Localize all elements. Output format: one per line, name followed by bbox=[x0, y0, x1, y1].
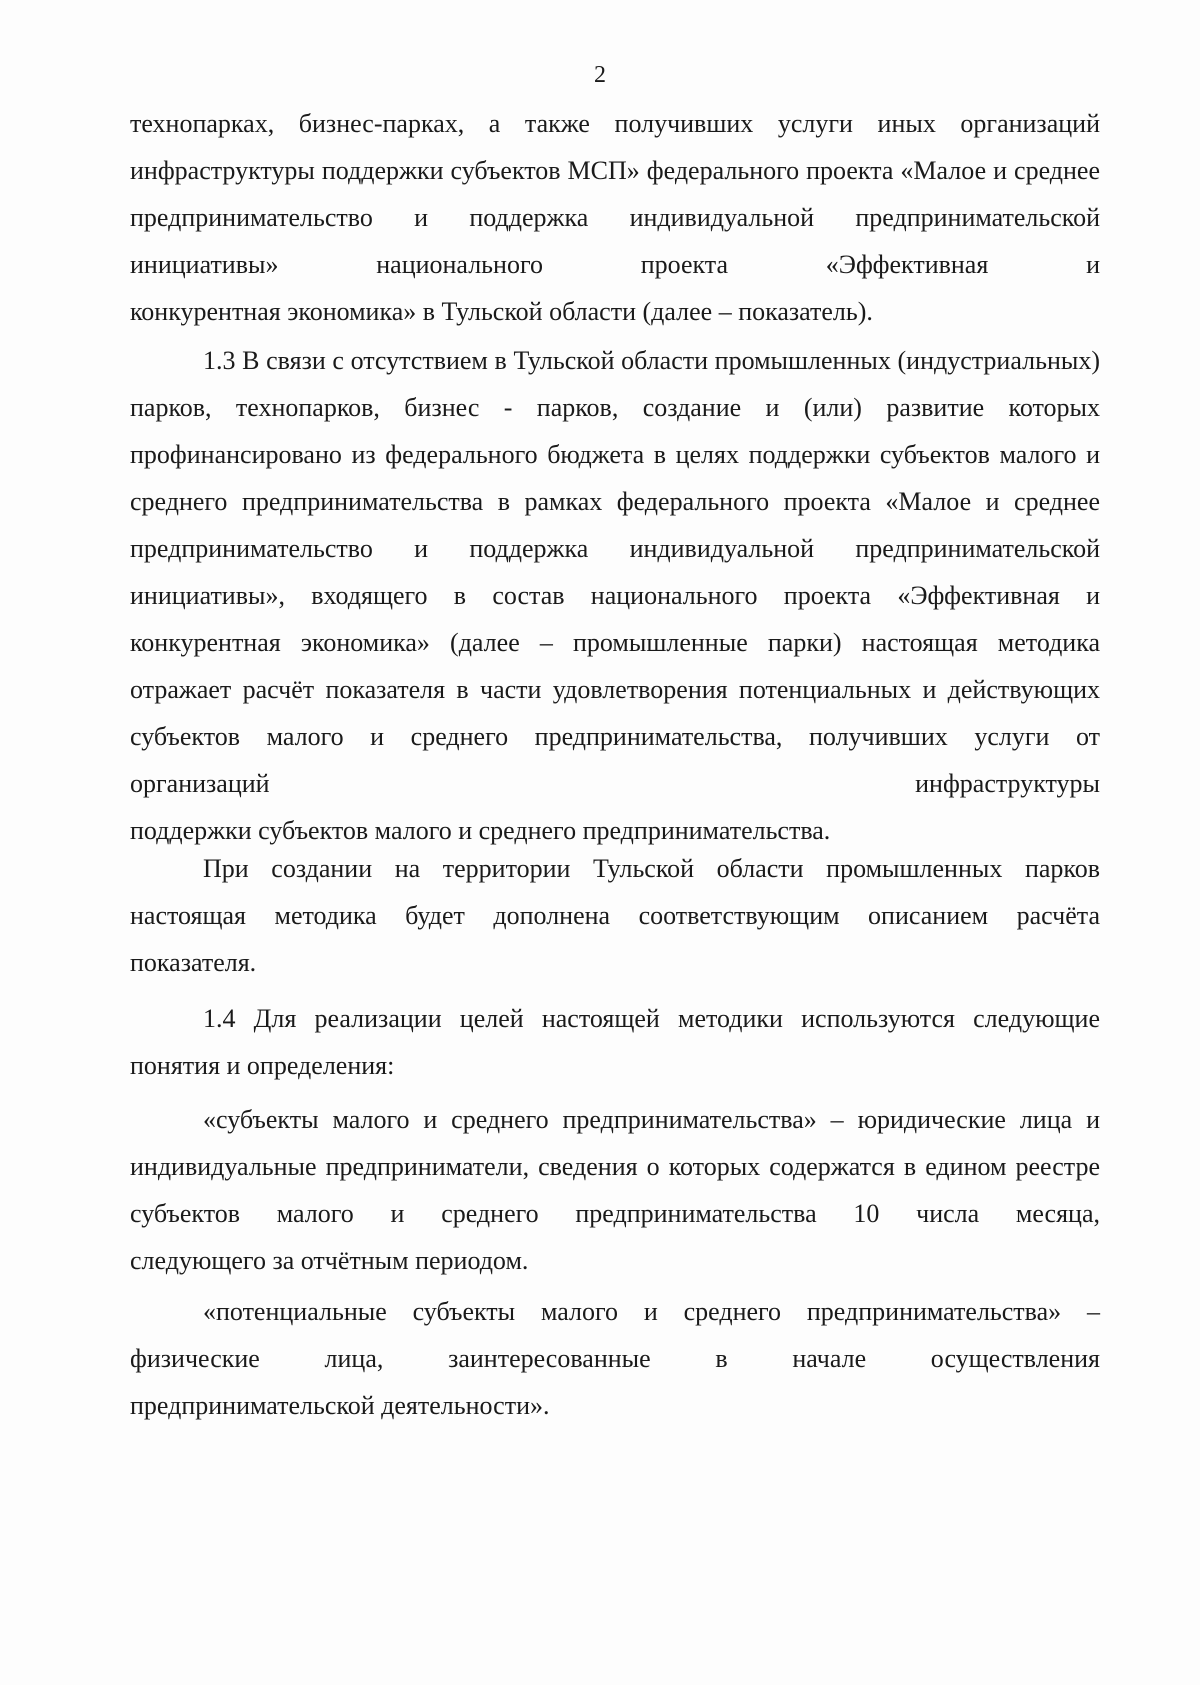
paragraph-industrial-parks-body: При создании на территории Тульской области промышленных парков настоящая методика будет дополнена соответствующим описанием расчёта bbox=[130, 854, 1100, 930]
definition-potential-smsp-last-line: предпринимательской деятельности». bbox=[130, 1391, 550, 1420]
paragraph-1-4-last-line: понятия и определения: bbox=[130, 1051, 395, 1080]
definition-potential-smsp bbox=[130, 1288, 1100, 1429]
paragraph-industrial-parks bbox=[130, 845, 1100, 986]
definition-smsp bbox=[130, 1096, 1100, 1284]
definition-potential-smsp-body: «потенциальные субъекты малого и среднего предпринимательства» – физические лица, заинтересованные в начале осуществления bbox=[130, 1297, 1100, 1373]
paragraph-1-last-line: конкурентная экономика» в Тульской области (далее – показатель). bbox=[130, 297, 873, 326]
page-number: 2 bbox=[594, 62, 606, 88]
paragraph-1-body: технопарках, бизнес-парках, а также получивших услуги иных организаций инфраструктуры поддержки субъектов МСП» федерального проекта «Малое и среднее предпринимательство и поддержка индивидуальной предпринимательской инициативы» национального проекта «Эффективная и bbox=[130, 109, 1100, 279]
paragraph-1-3-last-line: поддержки субъектов малого и среднего предпринимательства. bbox=[130, 816, 831, 845]
paragraph-1-4-body: 1.4 Для реализации целей настоящей методики используются следующие bbox=[203, 1004, 1100, 1033]
paragraph-1 bbox=[130, 100, 1100, 335]
paragraph-1-4 bbox=[130, 995, 1100, 1089]
definition-smsp-last-line: следующего за отчётным периодом. bbox=[130, 1246, 529, 1275]
paragraph-industrial-parks-last-line: показателя. bbox=[130, 948, 257, 977]
paragraph-1-3 bbox=[130, 337, 1100, 854]
paragraph-1-3-body: 1.3 В связи с отсутствием в Тульской области промышленных (индустриальных) парков, технопарков, бизнес - парков, создание и (или) развитие которых профинансировано из федерального бюджета в целях поддержки субъектов малого и среднего предпринимательства в рамках федерального проекта «Малое и среднее предпринимательство и поддержка индивидуальной предпринимательской инициативы», входящего в состав национального проекта «Эффективная и конкурентная экономика» (далее – промышленные парки) настоящая методика отражает расчёт показателя в части удовлетворения потенциальных и действующих субъектов малого и среднего предпринимательства, получивших услуги от организаций инфраструктуры bbox=[130, 346, 1100, 798]
definition-smsp-body: «субъекты малого и среднего предпринимательства» – юридические лица и индивидуальные предприниматели, сведения о которых содержатся в едином реестре субъектов малого и среднего предпринимательства 10 числа месяца, bbox=[130, 1105, 1100, 1228]
